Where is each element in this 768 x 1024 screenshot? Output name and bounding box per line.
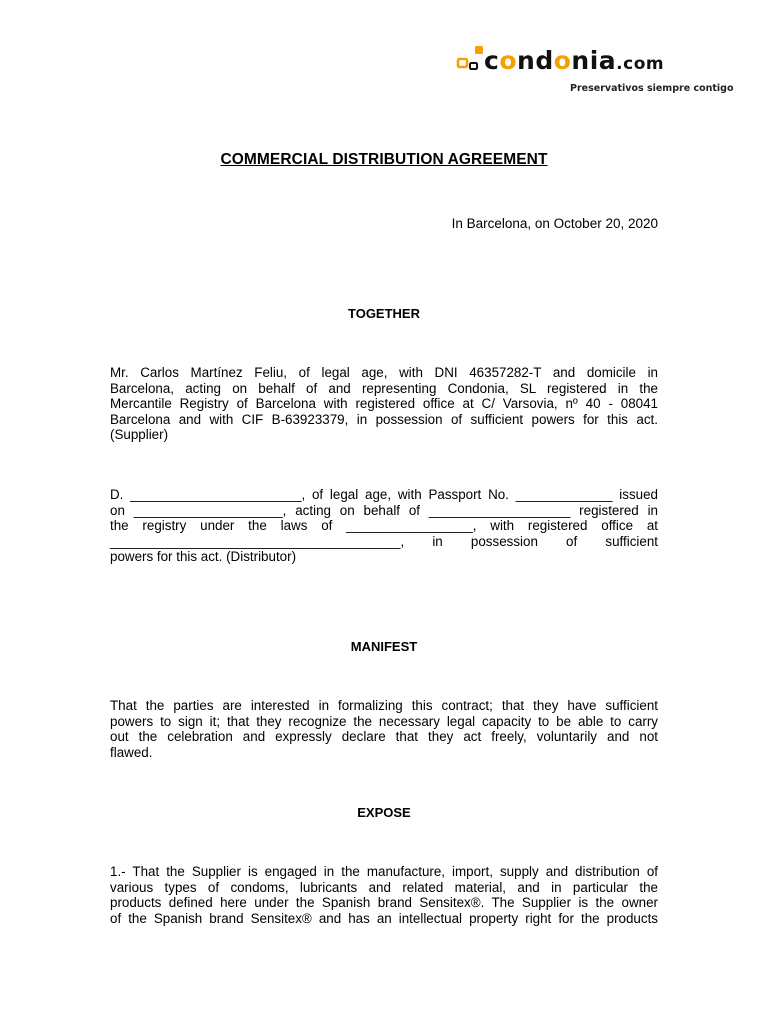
expose-paragraph-1	[110, 864, 658, 926]
date-line: In Barcelona, on October 20, 2020	[451, 216, 658, 231]
paragraph-line: (Supplier)	[110, 427, 169, 443]
paragraph-line: Barcelona and with CIF B-63923379, in possession of sufficient powers for this act.	[110, 411, 658, 427]
supplier-paragraph	[110, 365, 658, 443]
heading-manifest: MANIFEST	[350, 639, 418, 654]
paragraph-line: powers for this act. (Distributor)	[110, 549, 297, 565]
company-logo	[454, 44, 734, 100]
paragraph-line: Mr. Carlos Martínez Feliu, of legal age, with DNI 46357282-T and domicile in	[110, 365, 658, 380]
paragraph-line: the registry under the laws of _________________, with registered office at	[110, 518, 658, 534]
distributor-paragraph	[110, 487, 658, 565]
paragraph-line: products defined here under the Spanish brand Sensitex®. The Supplier is the owner	[110, 895, 658, 911]
paragraph-line: D. _______________________, of legal age, with Passport No. _____________ issued	[110, 487, 658, 502]
paragraph-line: flawed.	[110, 744, 153, 760]
paragraph-line: out the celebration and expressly declare that they act freely, voluntarily and not	[110, 729, 658, 745]
paragraph-line: 1.- That the Supplier is engaged in the manufacture, import, supply and distribution of	[110, 864, 658, 879]
paragraph-line: Barcelona, acting on behalf of and representing Condonia, SL registered in the	[110, 380, 658, 396]
manifest-paragraph	[110, 698, 658, 760]
logo-wordmark: condonia.com	[484, 46, 665, 75]
paragraph-line: on ____________________, acting on behalf of ___________________ registered in	[110, 502, 658, 518]
paragraph-line: various types of condoms, lubricants and related material, and in particular the	[110, 879, 658, 895]
paragraph-line: of the Spanish brand Sensitex® and has an intellectual property right for the products	[110, 910, 658, 926]
paragraph-line: _______________________________________, in possession of sufficient	[110, 533, 658, 549]
paragraph-line: That the parties are interested in formalizing this contract; that they have sufficient	[110, 698, 658, 713]
heading-expose: EXPOSE	[357, 805, 411, 820]
heading-together: TOGETHER	[348, 306, 420, 321]
paragraph-line: powers to sign it; that they recognize the necessary legal capacity to be able to carry	[110, 713, 658, 729]
logo-squares-icon	[454, 44, 486, 78]
paragraph-line: Mercantile Registry of Barcelona with registered office at C/ Varsovia, nº 40 - 08041	[110, 396, 658, 412]
logo-tagline: Preservativos siempre contigo	[570, 83, 734, 94]
document-title: COMMERCIAL DISTRIBUTION AGREEMENT	[220, 151, 548, 168]
